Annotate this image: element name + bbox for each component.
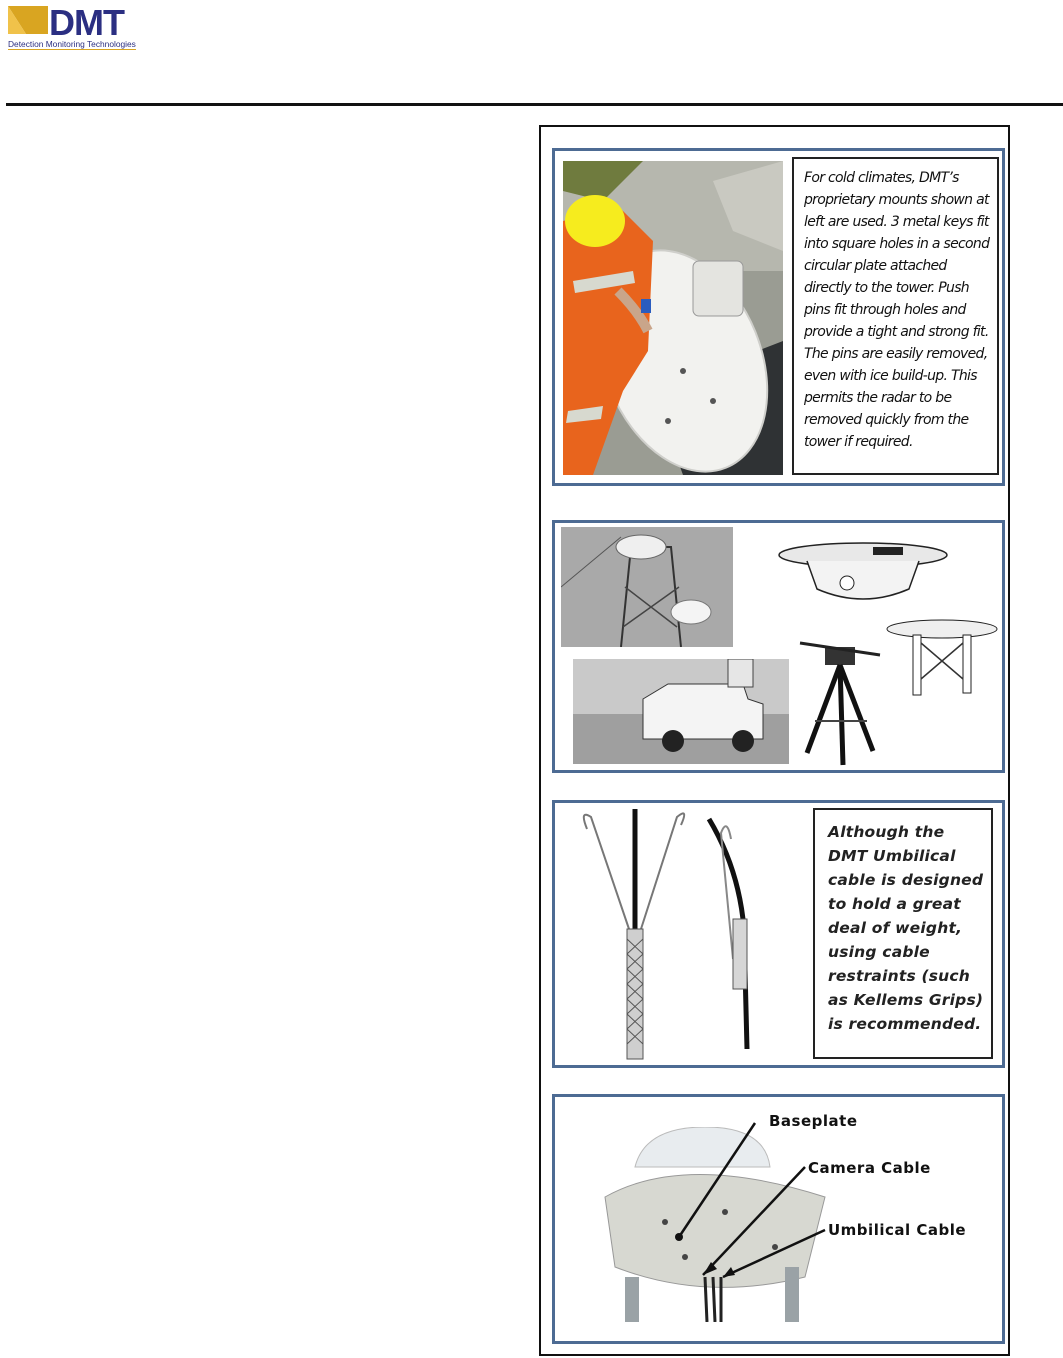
baseplate-mount-drawing [777,541,949,609]
tripod-mount-drawing [795,641,885,769]
logo-mark-icon [8,6,48,38]
cable-grips-panel [552,800,1005,1068]
header-divider [6,103,1063,106]
baseplate-panel [552,1094,1005,1344]
callout-arrows [555,1097,1002,1341]
tower-mount-photo [561,527,733,647]
mounting-options-panel [552,520,1005,773]
label-umbilical-cable: Umbilical Cable [828,1221,967,1239]
vehicle-mount-photo [573,659,789,764]
dmt-logo [8,2,138,52]
logo-subtitle: Detection Monitoring Technologies [8,39,136,49]
cable-caption: Although the DMT Umbilical cable is designed to hold a great deal of weight, using cable restraints (such as Kellems Grips) is recommended. [813,808,993,1059]
label-baseplate: Baseplate [769,1112,858,1130]
mount-caption: For cold climates, DMT’s proprietary mounts shown at left are used. 3 metal keys fit into square holes in a second circular plate attached directly to the tower. Push pins fit through holes and provide a tight and strong fit. The pins are easily removed, even with ice build-up. This permits the radar to be removed quickly from the tower if required. [792,157,999,475]
logo-wordmark: DMT [49,2,124,43]
mount-panel [552,148,1005,486]
sidebar-box [539,125,1010,1356]
label-camera-cable: Camera Cable [808,1159,931,1177]
stand-mount-drawing [885,619,999,699]
technician-photo [563,161,783,475]
kellems-grips-photo [569,809,769,1064]
